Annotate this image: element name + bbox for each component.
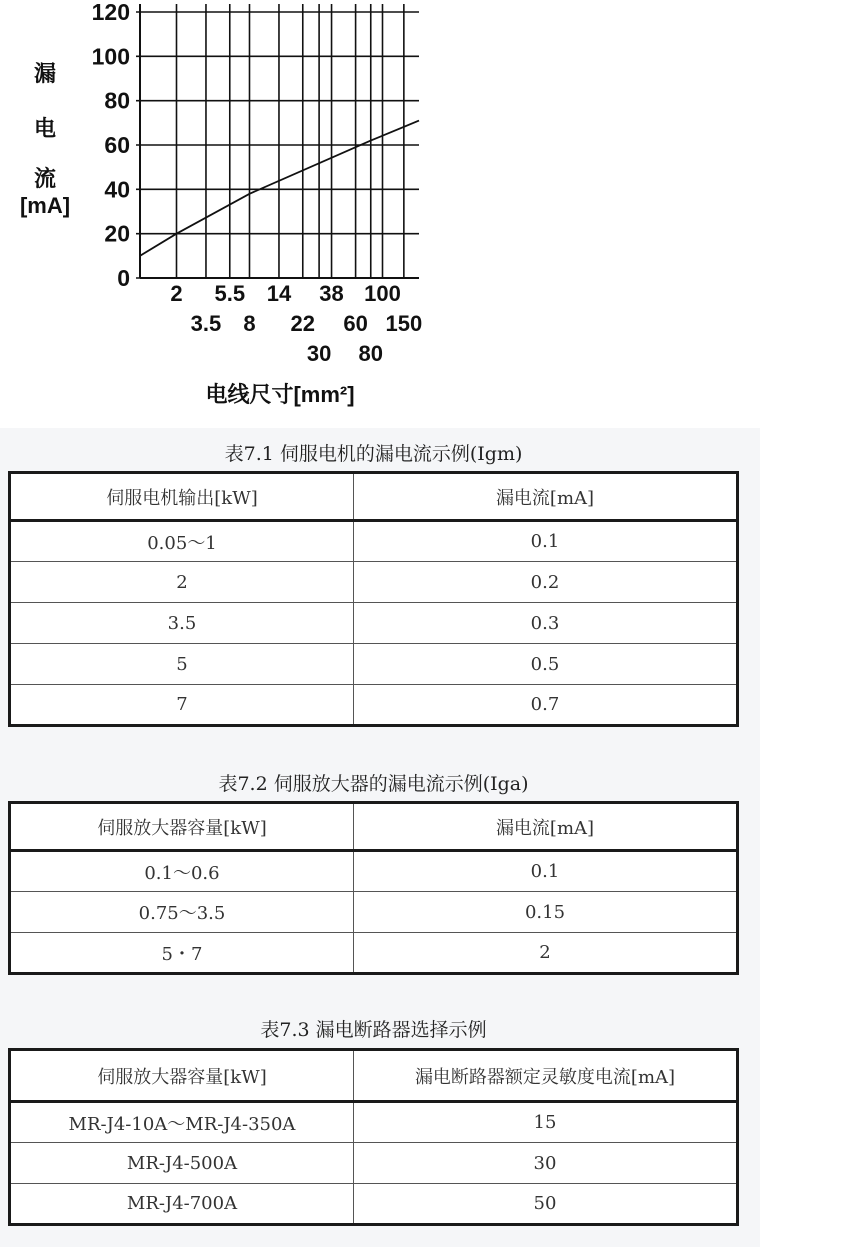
table3-header-capacity: 伺服放大器容量[kW] <box>10 1050 354 1102</box>
y-tick-label: 40 <box>104 176 130 203</box>
table3-caption: 表7.3 漏电断路器选择示例 <box>260 1019 487 1041</box>
table-cell: 5 <box>10 644 354 685</box>
table2-caption: 表7.2 伺服放大器的漏电流示例(Iga) <box>218 773 529 795</box>
table-cell: 0.2 <box>354 562 738 603</box>
table-cell: MR-J4-10A～MR-J4-350A <box>10 1102 354 1143</box>
y-axis-label-char: 流 <box>33 166 56 191</box>
table2-header-leakage: 漏电流[mA] <box>354 803 738 851</box>
table-cell: 0.5 <box>354 644 738 685</box>
x-tick-label: 60 <box>343 311 368 336</box>
table-row <box>10 1102 738 1143</box>
table2-header-capacity: 伺服放大器容量[kW] <box>10 803 354 851</box>
table-cell: MR-J4-700A <box>10 1184 354 1225</box>
y-tick-label: 60 <box>104 132 130 158</box>
x-tick-label: 2 <box>170 281 183 306</box>
y-axis-label-char: 电 <box>33 116 56 141</box>
x-axis-label: 电线尺寸[mm²] <box>205 382 355 407</box>
table1-header-leakage: 漏电流[mA] <box>354 473 738 521</box>
servo-motor-leakage-table <box>8 471 739 727</box>
x-tick-label: 100 <box>364 281 401 306</box>
servo-amplifier-leakage-table <box>8 801 739 975</box>
table-cell: 3.5 <box>10 603 354 644</box>
table-cell: 7 <box>10 685 354 726</box>
table-row <box>10 1184 738 1225</box>
y-axis-label-unit: [mA] <box>19 193 71 218</box>
table-cell: MR-J4-500A <box>10 1143 354 1184</box>
table-cell: 0.1 <box>354 851 738 892</box>
table-cell: 0.1～0.6 <box>10 851 354 892</box>
table-cell: 0.05～1 <box>10 521 354 562</box>
x-tick-label: 3.5 <box>190 311 222 336</box>
table-cell: 2 <box>10 562 354 603</box>
x-tick-label: 38 <box>319 281 344 306</box>
table-row <box>10 1143 738 1184</box>
table-cell: 0.3 <box>354 603 738 644</box>
table-cell: 50 <box>354 1184 738 1225</box>
x-tick-label: 22 <box>290 311 316 336</box>
y-tick-label: 100 <box>91 43 130 70</box>
y-tick-label: 80 <box>104 87 130 114</box>
table-cell: 0.15 <box>354 892 738 933</box>
x-tick-label: 150 <box>385 311 423 336</box>
y-tick-label: 0 <box>117 265 130 291</box>
table-row <box>10 892 738 933</box>
x-tick-label: 80 <box>358 341 383 366</box>
table-cell: 5・7 <box>10 933 354 974</box>
table-row <box>10 851 738 892</box>
y-tick-label: 120 <box>91 0 130 25</box>
table-cell: 2 <box>354 933 738 974</box>
table-cell: 15 <box>354 1102 738 1143</box>
table-row <box>10 521 738 562</box>
table-row <box>10 562 738 603</box>
table1-caption: 表7.1 伺服电机的漏电流示例(Igm) <box>224 443 523 465</box>
table1-header-output: 伺服电机输出[kW] <box>10 473 354 521</box>
x-tick-label: 8 <box>243 311 256 336</box>
table-row <box>10 685 738 726</box>
y-tick-label: 20 <box>104 220 130 247</box>
x-tick-label: 30 <box>306 341 332 366</box>
x-tick-label: 14 <box>266 281 292 306</box>
table-row <box>10 603 738 644</box>
table-cell: 0.75～3.5 <box>10 892 354 933</box>
table-row <box>10 644 738 685</box>
table-cell: 0.7 <box>354 685 738 726</box>
table-cell: 30 <box>354 1143 738 1184</box>
x-tick-label: 5.5 <box>214 281 246 306</box>
breaker-selection-table <box>8 1048 739 1226</box>
table3-header-rated-current: 漏电断路器额定灵敏度电流[mA] <box>354 1050 738 1102</box>
table-cell: 0.1 <box>354 521 738 562</box>
y-axis-label-char: 漏 <box>33 61 56 86</box>
table-row <box>10 933 738 974</box>
